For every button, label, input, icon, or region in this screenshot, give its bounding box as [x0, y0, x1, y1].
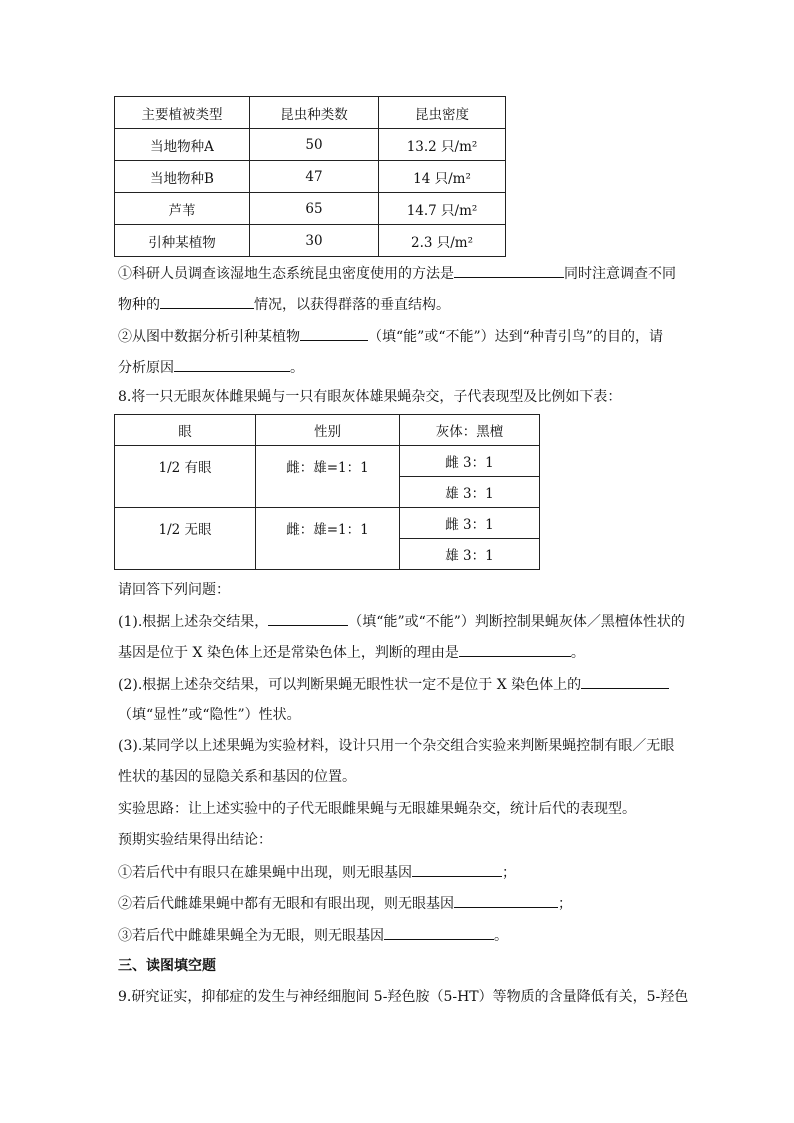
- answer-blank[interactable]: [581, 674, 669, 689]
- column-header: 昆虫密度: [379, 97, 506, 129]
- table-cell: 30: [250, 225, 379, 257]
- q8-conclusion-1: [118, 862, 516, 882]
- table-cell: 65: [250, 193, 379, 225]
- table-cell: 1/2 有眼: [115, 446, 256, 508]
- table-cell: 14 只/m²: [379, 161, 506, 193]
- column-header: 昆虫种类数: [250, 97, 379, 129]
- text: ①科研人员调查该湿地生态系统昆虫密度使用的方法是: [118, 266, 454, 282]
- text: (2).根据上述杂交结果，可以判断果蝇无眼性状一定不是位于 X 染色体上的: [118, 677, 582, 693]
- column-header: 眼: [115, 415, 256, 446]
- text: (1).根据上述杂交结果，: [118, 614, 269, 630]
- column-header: 灰体：黑檀: [400, 415, 540, 446]
- section-heading: 三、读图填空题: [118, 958, 216, 974]
- table-header-row: [115, 97, 506, 129]
- table-cell: 雄 3：1: [400, 539, 540, 570]
- answer-blank[interactable]: [412, 862, 502, 877]
- table-cell: 引种某植物: [115, 225, 250, 257]
- text: 。: [570, 645, 585, 661]
- table-cell: 2.3 只/m²: [379, 225, 506, 257]
- table-cell: 当地物种A: [115, 129, 250, 161]
- table-row: [115, 446, 540, 477]
- text: 。: [290, 360, 304, 376]
- table-row: [115, 225, 506, 257]
- q8-conclusion-3: [118, 925, 508, 945]
- text: 。: [494, 928, 508, 944]
- q7-line-3: [118, 326, 663, 346]
- table-cell: 当地物种B: [115, 161, 250, 193]
- table-cell: 47: [250, 161, 379, 193]
- q7-line-1: [118, 263, 676, 283]
- q8-p2-line-1: [118, 674, 669, 694]
- q7-line-4: [118, 357, 304, 377]
- q8-ask: 请回答下列问题：: [118, 582, 230, 598]
- insect-survey-table: [114, 96, 506, 257]
- table-cell: 14.7 只/m²: [379, 193, 506, 225]
- table-cell: 雌 3：1: [400, 508, 540, 539]
- text: ；: [558, 896, 572, 912]
- text: 分析原因: [118, 360, 174, 376]
- text: 基因是位于 X 染色体上还是常染色体上，判断的理由是: [118, 645, 459, 661]
- text: 同时注意调查不同: [564, 266, 676, 282]
- table-cell: 50: [250, 129, 379, 161]
- table-cell: 雌：雄=1：1: [256, 446, 400, 508]
- answer-blank[interactable]: [459, 642, 571, 657]
- q8-conclusion-2: [118, 893, 572, 913]
- q7-line-2: [118, 294, 450, 314]
- table-row: [115, 508, 540, 539]
- q8-p2-line-2: （填“显性”或“隐性”）性状。: [118, 707, 301, 723]
- table-row: [115, 161, 506, 193]
- table-row: [115, 193, 506, 225]
- text: ①若后代中有眼只在雄果蝇中出现，则无眼基因: [118, 865, 412, 881]
- table-cell: 雄 3：1: [400, 477, 540, 508]
- text: 情况，以获得群落的垂直结构。: [254, 297, 450, 313]
- answer-blank[interactable]: [384, 925, 494, 940]
- table-cell: 1/2 无眼: [115, 508, 256, 570]
- text: ②若后代雌雄果蝇中都有无眼和有眼出现，则无眼基因: [118, 896, 454, 912]
- table-cell: 雌 3：1: [400, 446, 540, 477]
- column-header: 性别: [256, 415, 400, 446]
- answer-blank[interactable]: [174, 357, 290, 372]
- q8-intro: 8.将一只无眼灰体雌果蝇与一只有眼灰体雄果蝇杂交，子代表现型及比例如下表：: [118, 389, 622, 405]
- text: （填“能”或“不能”）判断控制果蝇灰体／黑檀体性状的: [348, 614, 685, 630]
- text: ③若后代中雌雄果蝇全为无眼，则无眼基因: [118, 928, 384, 944]
- answer-blank[interactable]: [454, 263, 564, 278]
- text: （填“能”或“不能”）达到“种青引鸟”的目的，请: [368, 329, 663, 345]
- answer-blank[interactable]: [300, 326, 368, 341]
- table-cell: 雌：雄=1：1: [256, 508, 400, 570]
- q8-experiment-idea: 实验思路：让上述实验中的子代无眼雌果蝇与无眼雄果蝇杂交，统计后代的表现型。: [118, 801, 636, 817]
- table-header-row: [115, 415, 540, 446]
- q8-expect: 预期实验结果得出结论：: [118, 832, 272, 848]
- table-cell: 芦苇: [115, 193, 250, 225]
- q9-text: 9.研究证实，抑郁症的发生与神经细胞间 5-羟色胺（5-HT）等物质的含量降低有关，5-羟色: [118, 989, 689, 1005]
- q8-p3-line-2: 性状的基因的显隐关系和基因的位置。: [118, 769, 356, 785]
- text: ；: [502, 865, 516, 881]
- column-header: 主要植被类型: [115, 97, 250, 129]
- q8-p1-line-2: [118, 642, 585, 662]
- table-cell: 13.2 只/m²: [379, 129, 506, 161]
- text: 物种的: [118, 297, 160, 313]
- fruit-fly-cross-table: [114, 414, 540, 570]
- answer-blank[interactable]: [268, 611, 348, 626]
- q8-p1-line-1: [118, 611, 685, 631]
- answer-blank[interactable]: [454, 893, 558, 908]
- answer-blank[interactable]: [160, 294, 254, 309]
- text: ②从图中数据分析引种某植物: [118, 329, 300, 345]
- table-row: [115, 129, 506, 161]
- q8-p3-line-1: (3).某同学以上述果蝇为实验材料，设计只用一个杂交组合实验来判断果蝇控制有眼／无眼: [118, 738, 675, 754]
